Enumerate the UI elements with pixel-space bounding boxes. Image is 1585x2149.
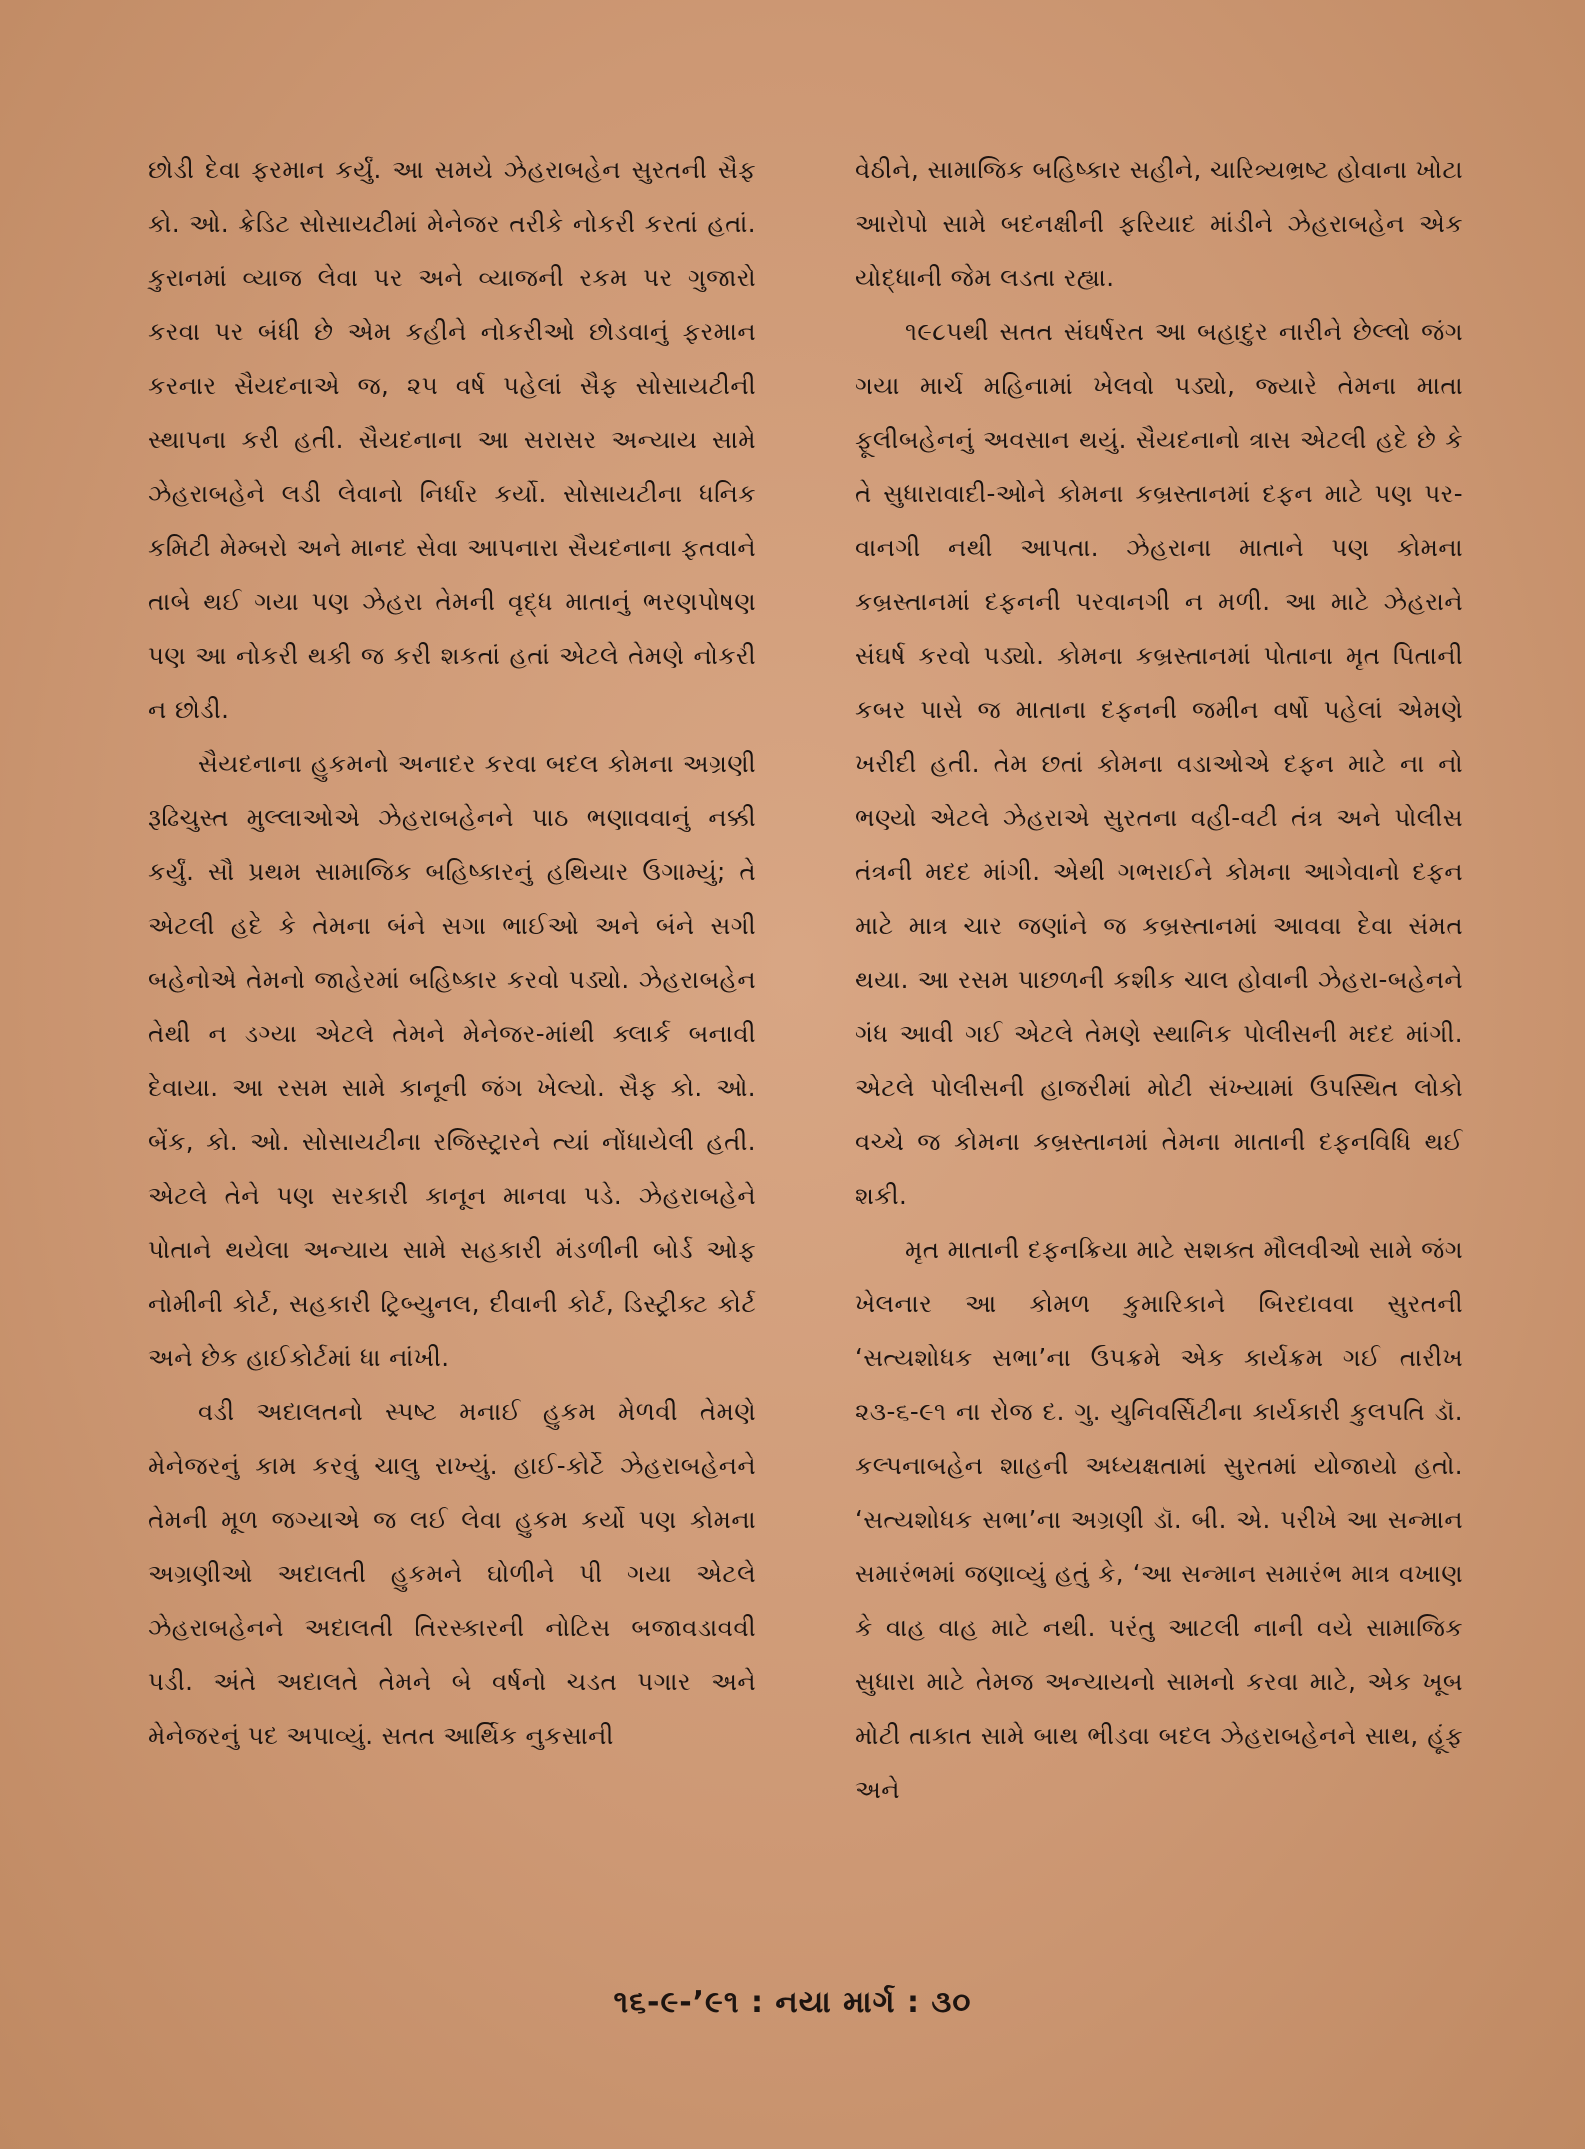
page-footer: ૧૬-૯-’૯૧ : નયા માર્ગ : ૩૦ [613,1985,972,2020]
right-column [855,143,1463,1943]
left-column [148,143,756,1943]
article-body [148,143,1463,1943]
paragraph: મૃત માતાની દફનક્રિયા માટે સશક્ત મૌલવીઓ સામે જંગ ખેલનાર આ કોમળ કુમારિકાને બિરદાવવા સુરતની ‘સત્યશોધક સભા’ના ઉપક્રમે એક કાર્યક્રમ ગઈ તારીખ ૨૩-૬-૯૧ ના રોજ દ. ગુ. યુનિવર્સિટીના કાર્યકારી કુલપતિ ડૉ. કલ્પનાબહેન શાહની અધ્યક્ષતામાં સુરતમાં યોજાયો હતો. ‘સત્યશોધક સભા’ના અગ્રણી ડૉ. બી. એ. પરીખે આ સન્માન સમારંભમાં જણાવ્યું હતું કે, ‘આ સન્માન સમારંભ માત્ર વખાણ કે વાહ વાહ માટે નથી. પરંતુ આટલી નાની વયે સામાજિક સુધારા માટે તેમજ અન્યાયનો સામનો કરવા માટે, એક ખૂબ મોટી તાકાત સામે બાથ ભીડવા બદલ ઝેહરાબહેનને સાથ, હૂંફ અને [855,1235,1463,1804]
paragraph: વેઠીને, સામાજિક બહિષ્કાર સહીને, ચારિત્ર્યભ્રષ્ટ હોવાના ખોટા આરોપો સામે બદનક્ષીની ફરિયાદ માંડીને ઝેહરાબહેન એક યોદ્ધાની જેમ લડતા રહ્યા. [855,155,1463,292]
paragraph: વડી અદાલતનો સ્પષ્ટ મનાઈ હુકમ મેળવી તેમણે મેનેજરનું કામ કરવું ચાલુ રાખ્યું. હાઈ-કોર્ટે ઝેહરાબહેનને તેમની મૂળ જગ્યાએ જ લઈ લેવા હુકમ કર્યો પણ કોમના અગ્રણીઓ અદાલતી હુકમને ઘોળીને પી ગયા એટલે ઝેહરાબહેનને અદાલતી તિરસ્કારની નોટિસ બજાવડાવવી પડી. અંતે અદાલતે તેમને બે વર્ષનો ચડત પગાર અને મેનેજરનું પદ અપાવ્યું. સતત આર્થિક નુકસાની [148,1397,756,1750]
paragraph: સૈયદનાના હુકમનો અનાદર કરવા બદલ કોમના અગ્રણી રૂઢિચુસ્ત મુલ્લાઓએ ઝેહરાબહેનને પાઠ ભણાવવાનું નક્કી કર્યું. સૌ પ્રથમ સામાજિક બહિષ્કારનું હથિયાર ઉગામ્યું; તે એટલી હદે કે તેમના બંને સગા ભાઈઓ અને બંને સગી બહેનોએ તેમનો જાહેરમાં બહિષ્કાર કરવો પડ્યો. ઝેહરાબહેન તેથી ન ડગ્યા એટલે તેમને મેનેજર-માંથી ક્લાર્ક બનાવી દેવાયા. આ રસમ સામે કાનૂની જંગ ખેલ્યો. સૈફ કો. ઓ. બેંક, કો. ઓ. સોસાયટીના રજિસ્ટ્રારને ત્યાં નોંધાયેલી હતી. એટલે તેને પણ સરકારી કાનૂન માનવા પડે. ઝેહરાબહેને પોતાને થયેલા અન્યાય સામે સહકારી મંડળીની બોર્ડ ઓફ નોમીની કોર્ટ, સહકારી ટ્રિબ્યુનલ, દીવાની કોર્ટ, ડિસ્ટ્રીક્ટ કોર્ટ અને છેક હાઈકોર્ટમાં ધા નાંખી. [148,749,756,1372]
paragraph: ૧૯૮૫થી સતત સંઘર્ષરત આ બહાદુર નારીને છેલ્લો જંગ ગયા માર્ચ મહિનામાં ખેલવો પડ્યો, જ્યારે તેમના માતા ફૂલીબહેનનું અવસાન થયું. સૈયદનાનો ત્રાસ એટલી હદે છે કે તે સુધારાવાદી-ઓને કોમના કબ્રસ્તાનમાં દફન માટે પણ પર-વાનગી નથી આપતા. ઝેહરાના માતાને પણ કોમના કબ્રસ્તાનમાં દફનની પરવાનગી ન મળી. આ માટે ઝેહરાને સંઘર્ષ કરવો પડ્યો. કોમના કબ્રસ્તાનમાં પોતાના મૃત પિતાની કબર પાસે જ માતાના દફનની જમીન વર્ષો પહેલાં એમણે ખરીદી હતી. તેમ છતાં કોમના વડાઓએ દફન માટે ના નો ભણ્યો એટલે ઝેહરાએ સુરતના વહી-વટી તંત્ર અને પોલીસ તંત્રની મદદ માંગી. એથી ગભરાઈને કોમના આગેવાનો દફન માટે માત્ર ચાર જણાંને જ કબ્રસ્તાનમાં આવવા દેવા સંમત થયા. આ રસમ પાછળની કશીક ચાલ હોવાની ઝેહરા-બહેનને ગંધ આવી ગઈ એટલે તેમણે સ્થાનિક પોલીસની મદદ માંગી. એટલે પોલીસની હાજરીમાં મોટી સંખ્યામાં ઉપસ્થિત લોકો વચ્ચે જ કોમના કબ્રસ્તાનમાં તેમના માતાની દફનવિધિ થઈ શકી. [855,317,1463,1210]
paragraph: છોડી દેવા ફરમાન કર્યું. આ સમયે ઝેહરાબહેન સુરતની સૈફ કો. ઓ. ક્રેડિટ સોસાયટીમાં મેનેજર તરીકે નોકરી કરતાં હતાં. કુરાનમાં વ્યાજ લેવા પર અને વ્યાજની રકમ પર ગુજારો કરવા પર બંધી છે એમ કહીને નોકરીઓ છોડવાનું ફરમાન કરનાર સૈયદનાએ જ, ૨૫ વર્ષ પહેલાં સૈફ સોસાયટીની સ્થાપના કરી હતી. સૈયદનાના આ સરાસર અન્યાય સામે ઝેહરાબહેને લડી લેવાનો નિર્ધાર કર્યો. સોસાયટીના ધનિક કમિટી મેમ્બરો અને માનદ સેવા આપનારા સૈયદનાના ફતવાને તાબે થઈ ગયા પણ ઝેહરા તેમની વૃદ્ધ માતાનું ભરણપોષણ પણ આ નોકરી થકી જ કરી શકતાં હતાં એટલે તેમણે નોકરી ન છોડી. [148,155,756,724]
